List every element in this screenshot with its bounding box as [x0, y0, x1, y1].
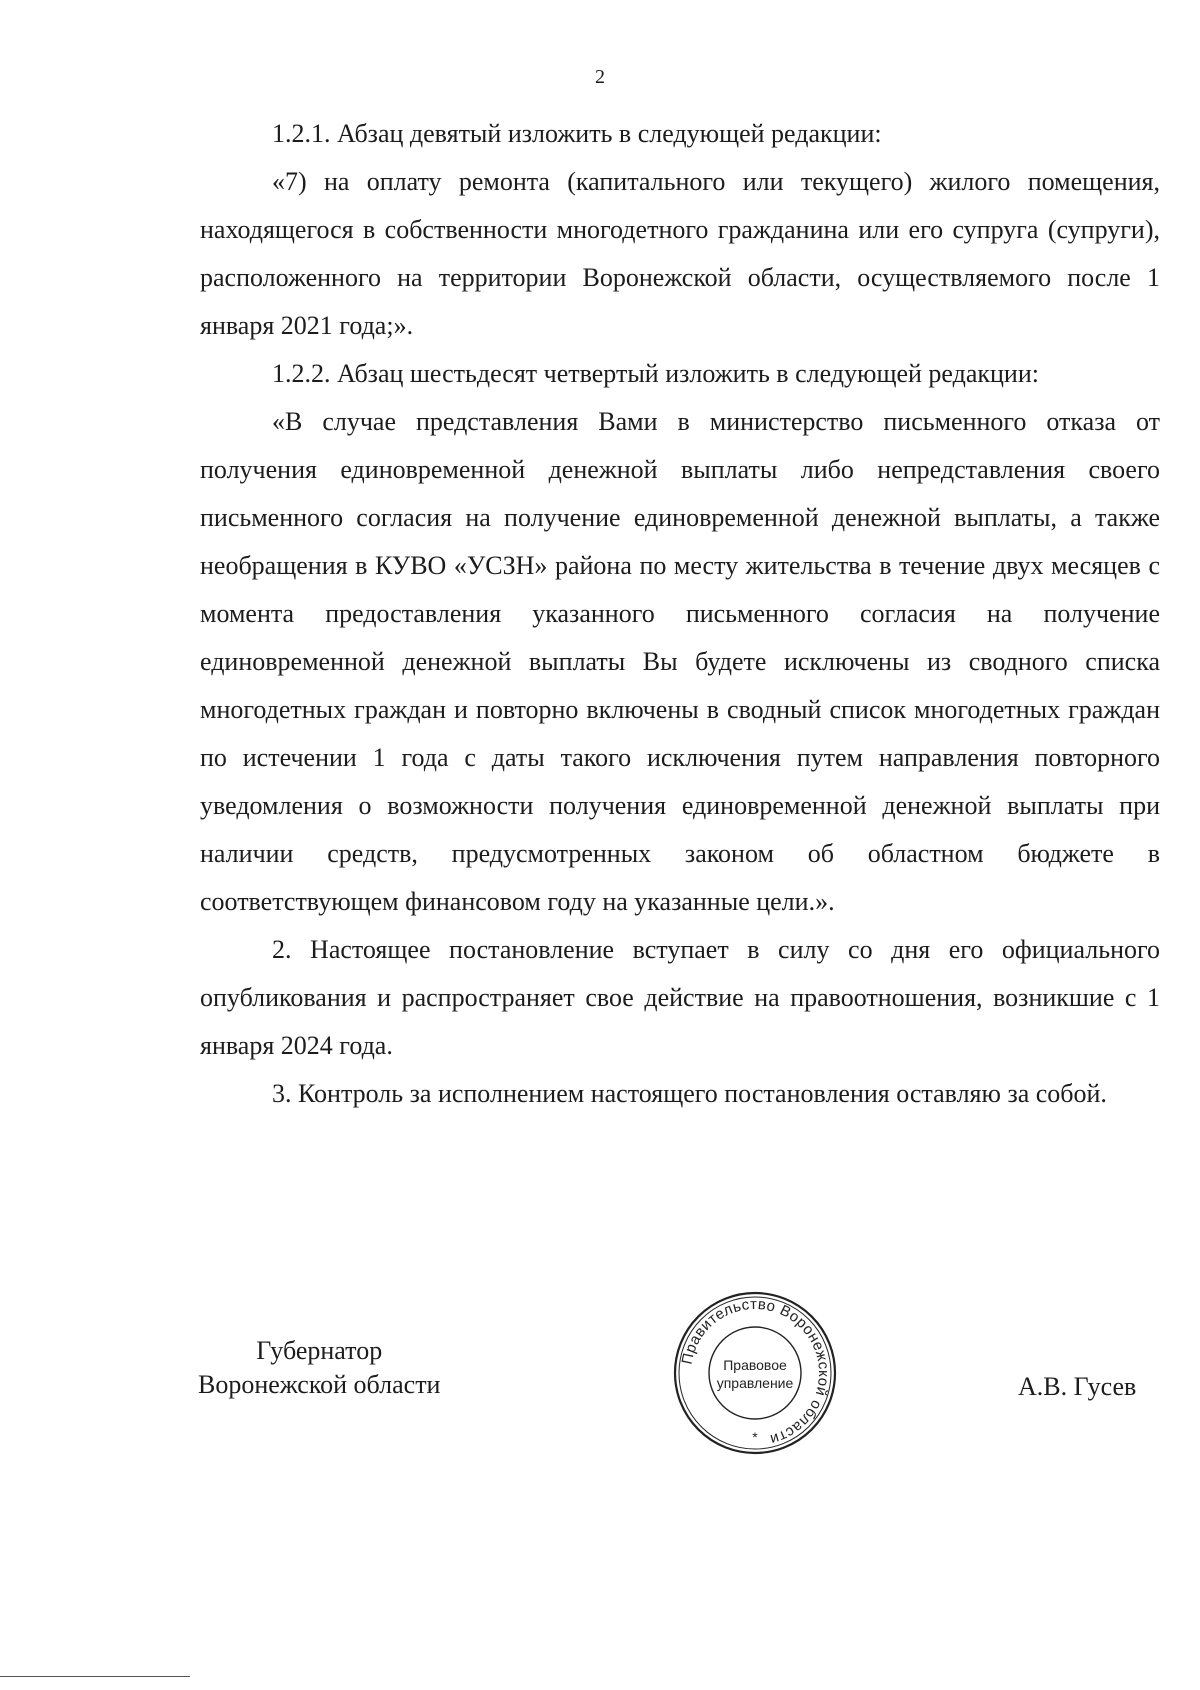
- stamp-inner-line-2: управление: [716, 1375, 794, 1391]
- signature-block: [0, 1290, 1200, 1450]
- paragraph-3: 3. Контроль за исполнением настоящего постановления оставляю за собой.: [272, 1079, 1107, 1108]
- footer-rule: [0, 1676, 190, 1677]
- signatory-position: [198, 1334, 440, 1402]
- page-number: 2: [595, 66, 605, 88]
- paragraph-1-2-2: 1.2.2. Абзац шестьдесят четвертый изложить в следующей редакции:: [272, 359, 1039, 388]
- paragraph-1-2-1: 1.2.1. Абзац девятый изложить в следующей редакции:: [272, 119, 882, 148]
- stamp-star: *: [752, 1429, 758, 1445]
- document-body: [200, 110, 1160, 1118]
- signatory-name: А.В. Гусев: [1018, 1372, 1137, 1401]
- signatory-region: Воронежской области: [198, 1370, 441, 1399]
- official-stamp-icon: [672, 1290, 838, 1456]
- stamp-outer-text: Правительство Воронежской области: [678, 1295, 833, 1449]
- paragraph-quote-7: «7) на оплату ремонта (капитального или текущего) жилого помещения, находящегося в собственности многодетного гражданина или его супруга (супруги), расположенного на территории Воронежской области, осуществляемого после 1 января 2021 года;».: [200, 167, 1160, 340]
- signatory-title: Губернатор: [256, 1336, 383, 1365]
- paragraph-2: 2. Настоящее постановление вступает в силу со дня его официального опубликования и распространяет свое действие на правоотношения, возникшие с 1 января 2024 года.: [200, 935, 1160, 1060]
- stamp-inner-line-1: Правовое: [723, 1357, 787, 1373]
- paragraph-quote-case: «В случае представления Вами в министерство письменного отказа от получения единовременной денежной выплаты либо непредставления своего письменного согласия на получение единовременной денежной выплаты, а также необращения в КУВО «УСЗН» района по месту жительства в течение двух месяцев с момента предоставления указанного письменного согласия на получение единовременной денежной выплаты Вы будете исключены из сводного списка многодетных граждан и повторно включены в сводный список многодетных граждан по истечении 1 года с даты такого исключения путем направления повторного уведомления о возможности получения единовременной денежной выплаты при наличии средств, предусмотренных законом об областном бюджете в соответствующем финансовом году на указанные цели.».: [200, 407, 1160, 916]
